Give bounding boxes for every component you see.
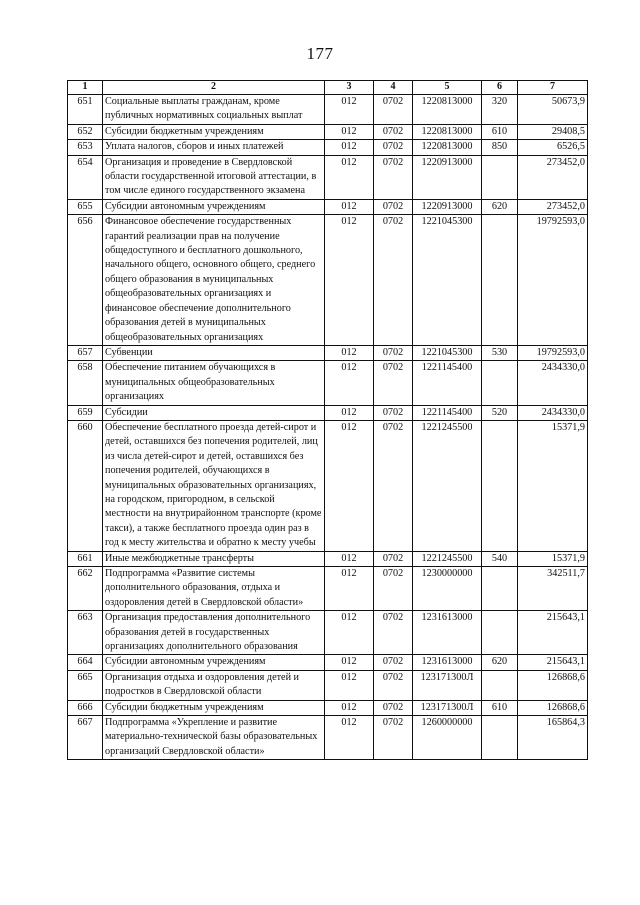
expense-type-code <box>482 567 518 611</box>
target-article-code: 1220813000 <box>413 140 482 155</box>
item-name: Субсидии бюджетным учреждениям <box>103 700 325 715</box>
ministry-code: 012 <box>325 361 374 405</box>
row-number: 651 <box>68 95 103 125</box>
ministry-code: 012 <box>325 199 374 214</box>
amount: 126868,6 <box>518 670 588 700</box>
section-code: 0702 <box>374 345 413 360</box>
target-article-code: 1220913000 <box>413 199 482 214</box>
section-code: 0702 <box>374 199 413 214</box>
section-code: 0702 <box>374 361 413 405</box>
column-header: 7 <box>518 81 588 95</box>
expense-type-code: 540 <box>482 551 518 566</box>
ministry-code: 012 <box>325 405 374 420</box>
row-number: 658 <box>68 361 103 405</box>
expense-type-code <box>482 716 518 760</box>
target-article-code: 1221245500 <box>413 551 482 566</box>
table-row <box>68 655 588 670</box>
item-name: Организация и проведение в Свердловской области государственной итоговой аттестации, в том числе единого государственного экзамена <box>103 155 325 199</box>
target-article-code: 1230000000 <box>413 567 482 611</box>
ministry-code: 012 <box>325 155 374 199</box>
section-code: 0702 <box>374 655 413 670</box>
ministry-code: 012 <box>325 345 374 360</box>
ministry-code: 012 <box>325 420 374 551</box>
ministry-code: 012 <box>325 124 374 139</box>
ministry-code: 012 <box>325 567 374 611</box>
column-header: 2 <box>103 81 325 95</box>
section-code: 0702 <box>374 95 413 125</box>
amount: 29408,5 <box>518 124 588 139</box>
row-number: 656 <box>68 215 103 346</box>
item-name: Субвенции <box>103 345 325 360</box>
page-number: 177 <box>306 44 334 63</box>
ministry-code: 012 <box>325 716 374 760</box>
column-header: 3 <box>325 81 374 95</box>
item-name: Подпрограмма «Укрепление и развитие материально-технической базы образовательных организаций Свердловской области» <box>103 716 325 760</box>
target-article-code: 1221145400 <box>413 361 482 405</box>
item-name: Финансовое обеспечение государственных гарантий реализации прав на получение общедоступного и бесплатного дошкольного, начального общего, основного общего, среднего общего образования в муниципальных общеобразовательных организациях и финансовое обеспечение дополнительного образования детей в муниципальных общеобразовательных организациях <box>103 215 325 346</box>
column-header: 4 <box>374 81 413 95</box>
expense-type-code: 620 <box>482 655 518 670</box>
expense-type-code: 610 <box>482 124 518 139</box>
amount: 19792593,0 <box>518 215 588 346</box>
target-article-code: 123171300Л <box>413 670 482 700</box>
item-name: Субсидии <box>103 405 325 420</box>
expense-type-code <box>482 361 518 405</box>
column-header: 1 <box>68 81 103 95</box>
item-name: Субсидии бюджетным учреждениям <box>103 124 325 139</box>
amount: 165864,3 <box>518 716 588 760</box>
table-row <box>68 361 588 405</box>
section-code: 0702 <box>374 155 413 199</box>
amount: 50673,9 <box>518 95 588 125</box>
section-code: 0702 <box>374 716 413 760</box>
table-row <box>68 716 588 760</box>
ministry-code: 012 <box>325 611 374 655</box>
ministry-code: 012 <box>325 655 374 670</box>
column-header: 6 <box>482 81 518 95</box>
table-row <box>68 215 588 346</box>
table-row <box>68 155 588 199</box>
table-row <box>68 567 588 611</box>
expense-type-code <box>482 670 518 700</box>
header-row <box>68 81 588 95</box>
item-name: Организация предоставления дополнительного образования детей в государственных организациях дополнительного образования <box>103 611 325 655</box>
table-row <box>68 405 588 420</box>
item-name: Обеспечение питанием обучающихся в муниципальных общеобразовательных организациях <box>103 361 325 405</box>
target-article-code: 1220813000 <box>413 124 482 139</box>
expense-type-code <box>482 155 518 199</box>
table-row <box>68 611 588 655</box>
expense-type-code <box>482 420 518 551</box>
table-row <box>68 199 588 214</box>
target-article-code: 1220813000 <box>413 95 482 125</box>
item-name: Уплата налогов, сборов и иных платежей <box>103 140 325 155</box>
item-name: Подпрограмма «Развитие системы дополнительного образования, отдыха и оздоровления детей в Свердловской области» <box>103 567 325 611</box>
item-name: Обеспечение бесплатного проезда детей-сирот и детей, оставшихся без попечения родителей, лиц из числа детей-сирот и детей, оставшихся без попечения родителей, обучающихся в муниципальных образовательных организациях, на городском, пригородном, в сельской местности на внутрирайонном транспорте (кроме такси), а также бесплатного проезда один раз в год к месту жительства и обратно к месту учебы <box>103 420 325 551</box>
column-header: 5 <box>413 81 482 95</box>
row-number: 664 <box>68 655 103 670</box>
table-row <box>68 95 588 125</box>
amount: 2434330,0 <box>518 405 588 420</box>
row-number: 666 <box>68 700 103 715</box>
expense-type-code: 520 <box>482 405 518 420</box>
table-row <box>68 420 588 551</box>
row-number: 662 <box>68 567 103 611</box>
row-number: 661 <box>68 551 103 566</box>
table-row <box>68 124 588 139</box>
table-body <box>68 95 588 760</box>
amount: 15371,9 <box>518 551 588 566</box>
row-number: 652 <box>68 124 103 139</box>
section-code: 0702 <box>374 215 413 346</box>
amount: 19792593,0 <box>518 345 588 360</box>
expense-type-code: 620 <box>482 199 518 214</box>
section-code: 0702 <box>374 670 413 700</box>
target-article-code: 1221045300 <box>413 345 482 360</box>
expense-type-code <box>482 215 518 346</box>
amount: 273452,0 <box>518 199 588 214</box>
item-name: Субсидии автономным учреждениям <box>103 199 325 214</box>
row-number: 654 <box>68 155 103 199</box>
ministry-code: 012 <box>325 215 374 346</box>
table-row <box>68 670 588 700</box>
table-row <box>68 345 588 360</box>
section-code: 0702 <box>374 405 413 420</box>
amount: 215643,1 <box>518 611 588 655</box>
row-number: 655 <box>68 199 103 214</box>
budget-table <box>67 80 588 760</box>
ministry-code: 012 <box>325 670 374 700</box>
section-code: 0702 <box>374 700 413 715</box>
ministry-code: 012 <box>325 140 374 155</box>
row-number: 665 <box>68 670 103 700</box>
amount: 6526,5 <box>518 140 588 155</box>
section-code: 0702 <box>374 551 413 566</box>
section-code: 0702 <box>374 567 413 611</box>
expense-type-code: 320 <box>482 95 518 125</box>
section-code: 0702 <box>374 124 413 139</box>
table-header <box>68 81 588 95</box>
expense-type-code: 610 <box>482 700 518 715</box>
row-number: 659 <box>68 405 103 420</box>
amount: 342511,7 <box>518 567 588 611</box>
row-number: 667 <box>68 716 103 760</box>
expense-type-code: 530 <box>482 345 518 360</box>
amount: 215643,1 <box>518 655 588 670</box>
target-article-code: 1221045300 <box>413 215 482 346</box>
amount: 273452,0 <box>518 155 588 199</box>
section-code: 0702 <box>374 611 413 655</box>
table-row <box>68 140 588 155</box>
table-row <box>68 700 588 715</box>
row-number: 663 <box>68 611 103 655</box>
expense-type-code: 850 <box>482 140 518 155</box>
expense-type-code <box>482 611 518 655</box>
item-name: Субсидии автономным учреждениям <box>103 655 325 670</box>
section-code: 0702 <box>374 140 413 155</box>
target-article-code: 1231613000 <box>413 611 482 655</box>
table-row <box>68 551 588 566</box>
amount: 126868,6 <box>518 700 588 715</box>
target-article-code: 1220913000 <box>413 155 482 199</box>
item-name: Социальные выплаты гражданам, кроме публичных нормативных социальных выплат <box>103 95 325 125</box>
row-number: 657 <box>68 345 103 360</box>
target-article-code: 1221145400 <box>413 405 482 420</box>
row-number: 660 <box>68 420 103 551</box>
target-article-code: 123171300Л <box>413 700 482 715</box>
ministry-code: 012 <box>325 551 374 566</box>
ministry-code: 012 <box>325 95 374 125</box>
amount: 15371,9 <box>518 420 588 551</box>
row-number: 653 <box>68 140 103 155</box>
amount: 2434330,0 <box>518 361 588 405</box>
target-article-code: 1260000000 <box>413 716 482 760</box>
ministry-code: 012 <box>325 700 374 715</box>
section-code: 0702 <box>374 420 413 551</box>
target-article-code: 1231613000 <box>413 655 482 670</box>
item-name: Организация отдыха и оздоровления детей и подростков в Свердловской области <box>103 670 325 700</box>
target-article-code: 1221245500 <box>413 420 482 551</box>
item-name: Иные межбюджетные трансферты <box>103 551 325 566</box>
